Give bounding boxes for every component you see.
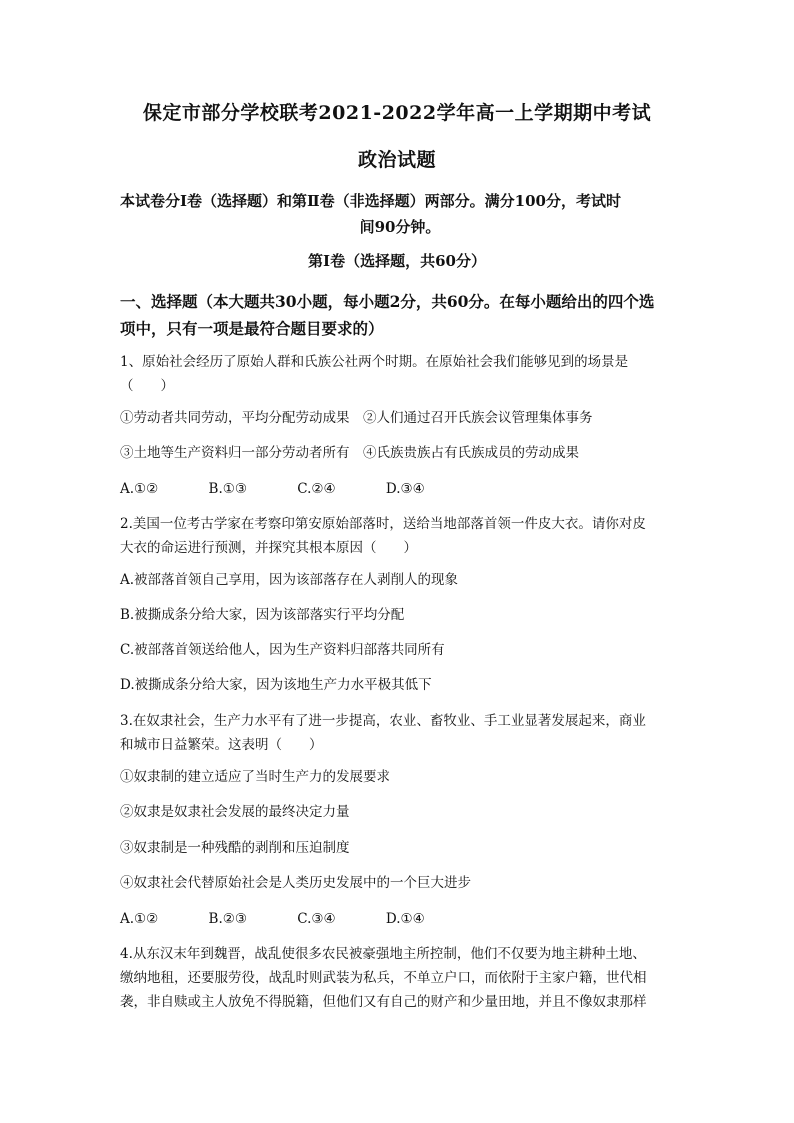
instructions-line-2: 间90分钟。 [359,218,441,236]
question-2-option-a: A.被部落首领自己享用，因为该部落存在人剥削人的现象 [120,572,459,588]
part-heading-line-2: 项中，只有一项是最符合题目要求的） [120,319,384,338]
question-1-item-row-2: ③土地等生产资料归一部分劳动者所有 ④氏族贵族占有氏族成员的劳动成果 [120,445,579,461]
question-3-item-4: ④奴隶社会代替原始社会是人类历史发展中的一个巨大进步 [120,875,471,891]
instructions-line-1: 本试卷分Ⅰ卷（选择题）和第Ⅱ卷（非选择题）两部分。满分100分，考试时 [120,192,621,210]
question-3-item-2: ②奴隶是奴隶社会发展的最终决定力量 [120,804,350,820]
exam-instructions [120,188,680,240]
volume-title: 第Ⅰ卷（选择题，共60分） [308,252,486,270]
option-c: C.③④ [297,911,336,927]
question-4-line-2: 缴纳地租，还要服劳役，战乱时则武装为私兵，不单立户口，而依附于主家户籍，世代相 [120,970,647,986]
question-2-line-2: 大衣的命运进行预测，并探究其根本原因（ ） [120,540,417,556]
question-4-stem [120,942,680,1014]
question-3-line-1: 3.在奴隶社会，生产力水平有了进一步提高，农业、畜牧业、手工业显著发展起来，商业 [120,713,646,729]
question-3-stem [120,709,680,757]
question-3-item-3: ③奴隶制是一种残酷的剥削和压迫制度 [120,840,350,856]
question-2-stem [120,512,680,560]
question-1-item-row-1: ①劳动者共同劳动，平均分配劳动成果 ②人们通过召开氏族会议管理集体事务 [120,410,593,426]
question-2-line-1: 2.美国一位考古学家在考察印第安原始部落时，送给当地部落首领一件皮大衣。请你对皮 [120,516,646,532]
option-a: A.①② [120,481,159,497]
question-3-options [120,907,680,931]
part-heading-line-1: 一、选择题（本大题共30小题，每小题2分，共60分。在每小题给出的四个选 [120,292,655,311]
option-a: A.①② [120,911,159,927]
exam-title: 保定市部分学校联考2021-2022学年高一上学期期中考试 [142,102,652,124]
question-3-item-1: ①奴隶制的建立适应了当时生产力的发展要求 [120,769,390,785]
question-4-line-1: 4.从东汉末年到魏晋，战乱使很多农民被豪强地主所控制，他们不仅要为地主耕种土地、 [120,946,646,962]
question-1-stem [120,350,680,398]
exam-subject: 政治试题 [357,149,436,171]
question-4-line-3: 袭，非自赎或主人放免不得脱籍，但他们又有自己的财产和少量田地，并且不像奴隶那样 [120,994,647,1010]
question-1-line-1: 1、原始社会经历了原始人群和氏族公社两个时期。在原始社会我们能够见到的场景是 [120,354,629,370]
question-1-options [120,477,680,501]
option-b: B.①③ [208,481,247,497]
part-heading [120,288,680,342]
option-d: D.①④ [385,911,425,927]
option-b: B.②③ [208,911,247,927]
question-2-option-d: D.被撕成条分给大家，因为该地生产力水平极其低下 [120,677,432,693]
option-d: D.③④ [385,481,425,497]
question-3-line-2: 和城市日益繁荣。这表明（ ） [120,737,323,753]
question-2-option-c: C.被部落首领送给他人，因为生产资料归部落共同所有 [120,642,445,658]
option-c: C.②④ [297,481,336,497]
question-1-line-2: （ ） [120,378,174,394]
question-2-option-b: B.被撕成条分给大家，因为该部落实行平均分配 [120,607,405,623]
